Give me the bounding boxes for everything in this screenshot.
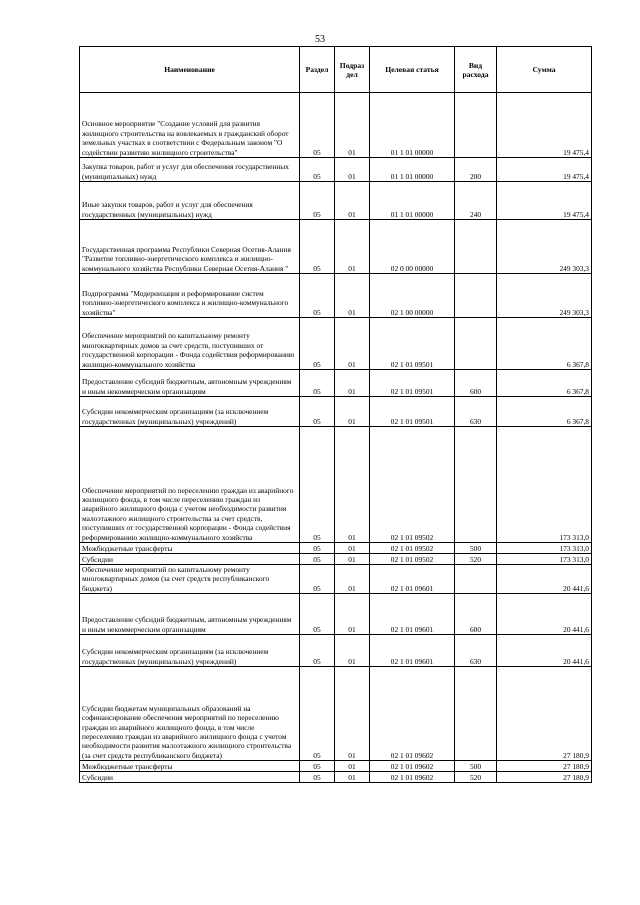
row-amount: 20 441,6: [497, 635, 592, 667]
row-target: 02 1 01 09501: [370, 397, 455, 427]
row-section: 05: [300, 772, 335, 783]
row-target: 01 1 01 00000: [370, 158, 455, 182]
row-target: 01 1 01 00000: [370, 93, 455, 158]
table-row: [80, 761, 592, 772]
header-amount: Сумма: [497, 47, 592, 93]
row-name: Субсидии некоммерческим организациям (за исключением государственных (муниципальных) учреждений): [80, 635, 300, 667]
table-row: [80, 565, 592, 594]
row-section: 05: [300, 397, 335, 427]
row-name: Субсидии бюджетам муниципальных образований на софинансирование обеспечения мероприятий по переселению граждан из аварийного жилищного фонда, в том числе переселению граждан из аварийного жилищного фонда с учетом необходимости развития малоэтажного жилищного строительства (за счет средств республиканского бюджета): [80, 667, 300, 761]
row-expense-type: 630: [455, 635, 497, 667]
row-name: Предоставление субсидий бюджетным, автономным учреждениям и иным некоммерческим организациям: [80, 594, 300, 635]
row-subsection: 01: [335, 318, 370, 370]
row-amount: 27 180,9: [497, 761, 592, 772]
row-amount: 20 441,6: [497, 594, 592, 635]
table-row: [80, 318, 592, 370]
table-row: [80, 182, 592, 220]
row-expense-type: 600: [455, 370, 497, 397]
row-subsection: 01: [335, 554, 370, 565]
row-name: Иные закупки товаров, работ и услуг для обеспечения государственных (муниципальных) нужд: [80, 182, 300, 220]
row-section: 05: [300, 274, 335, 318]
row-target: 02 1 01 09501: [370, 318, 455, 370]
row-expense-type: 600: [455, 594, 497, 635]
row-name: Субсидии: [80, 554, 300, 565]
header-target: Целевая статья: [370, 47, 455, 93]
row-subsection: 01: [335, 772, 370, 783]
row-subsection: 01: [335, 158, 370, 182]
header-section: Раздел: [300, 47, 335, 93]
row-expense-type: 520: [455, 554, 497, 565]
row-amount: 19 475,4: [497, 93, 592, 158]
row-subsection: 01: [335, 427, 370, 543]
row-expense-type: 520: [455, 772, 497, 783]
row-expense-type: [455, 318, 497, 370]
row-name: Субсидии: [80, 772, 300, 783]
table-row: [80, 427, 592, 543]
row-amount: 173 313,0: [497, 554, 592, 565]
row-subsection: 01: [335, 565, 370, 594]
budget-table: [79, 46, 592, 783]
row-amount: 249 303,3: [497, 220, 592, 274]
row-name: Обеспечение мероприятий по капитальному ремонту многоквартирных домов (за счет средств республиканского бюджета): [80, 565, 300, 594]
row-expense-type: [455, 427, 497, 543]
row-expense-type: 630: [455, 397, 497, 427]
row-section: 05: [300, 667, 335, 761]
row-target: 02 1 01 09602: [370, 667, 455, 761]
table-row: [80, 397, 592, 427]
row-name: Обеспечение мероприятий по капитальному ремонту многоквартирных домов за счет средств, поступивших от государственной корпорации - Фонда содействия реформированию жилищно-коммунального хозяйства: [80, 318, 300, 370]
header-subsection: Подраз дел: [335, 47, 370, 93]
row-name: Подпрограмма "Модернизация и реформирование систем топливно-энергетического комплекса и жилищно-коммунального хозяйства": [80, 274, 300, 318]
table-row: [80, 667, 592, 761]
table-row: [80, 274, 592, 318]
page-number: 53: [315, 34, 325, 45]
row-amount: 20 441,6: [497, 565, 592, 594]
row-section: 05: [300, 565, 335, 594]
row-subsection: 01: [335, 370, 370, 397]
row-subsection: 01: [335, 93, 370, 158]
row-section: 05: [300, 93, 335, 158]
row-section: 05: [300, 158, 335, 182]
row-expense-type: 500: [455, 543, 497, 554]
header-name: Наименование: [80, 47, 300, 93]
row-amount: 6 367,8: [497, 318, 592, 370]
row-target: 02 1 01 09502: [370, 427, 455, 543]
row-amount: 19 475,4: [497, 158, 592, 182]
table-row: [80, 93, 592, 158]
row-amount: 19 475,4: [497, 182, 592, 220]
table-header-row: [80, 47, 592, 93]
table-row: [80, 220, 592, 274]
row-amount: 249 303,3: [497, 274, 592, 318]
table-row: [80, 635, 592, 667]
row-name: Закупка товаров, работ и услуг для обеспечения государственных (муниципальных) нужд: [80, 158, 300, 182]
row-subsection: 01: [335, 667, 370, 761]
row-target: 02 1 01 09602: [370, 772, 455, 783]
row-name: Предоставление субсидий бюджетным, автономным учреждениям и иным некоммерческим организациям: [80, 370, 300, 397]
row-expense-type: [455, 667, 497, 761]
row-amount: 27 180,9: [497, 667, 592, 761]
row-expense-type: [455, 93, 497, 158]
row-target: 02 1 00 00000: [370, 274, 455, 318]
row-expense-type: 240: [455, 182, 497, 220]
row-target: 01 1 01 00000: [370, 182, 455, 220]
row-section: 05: [300, 543, 335, 554]
row-amount: 6 367,8: [497, 397, 592, 427]
row-target: 02 1 01 09601: [370, 635, 455, 667]
row-section: 05: [300, 594, 335, 635]
row-name: Обеспечение мероприятий по переселению граждан из аварийного жилищного фонда, в том числе переселению граждан из аварийного жилищного фонда с учетом необходимости развития малоэтажного жилищного строительства за счет средств, поступивших от государственной корпорации - Фонда содействия реформированию жилищно-коммунального хозяйства: [80, 427, 300, 543]
row-subsection: 01: [335, 543, 370, 554]
row-name: Межбюджетные трансферты: [80, 761, 300, 772]
row-section: 05: [300, 318, 335, 370]
row-target: 02 0 00 00000: [370, 220, 455, 274]
row-target: 02 1 01 09502: [370, 543, 455, 554]
row-section: 05: [300, 182, 335, 220]
row-amount: 6 367,8: [497, 370, 592, 397]
row-subsection: 01: [335, 761, 370, 772]
row-section: 05: [300, 635, 335, 667]
row-target: 02 1 01 09502: [370, 554, 455, 565]
row-amount: 27 180,9: [497, 772, 592, 783]
table-row: [80, 158, 592, 182]
row-section: 05: [300, 761, 335, 772]
table-row: [80, 543, 592, 554]
table-row: [80, 370, 592, 397]
table-row: [80, 554, 592, 565]
row-subsection: 01: [335, 220, 370, 274]
row-expense-type: 200: [455, 158, 497, 182]
row-target: 02 1 01 09602: [370, 761, 455, 772]
row-subsection: 01: [335, 274, 370, 318]
row-section: 05: [300, 370, 335, 397]
row-amount: 173 313,0: [497, 543, 592, 554]
header-expense-type: Вид расхода: [455, 47, 497, 93]
row-section: 05: [300, 554, 335, 565]
row-target: 02 1 01 09501: [370, 370, 455, 397]
row-target: 02 1 01 09601: [370, 565, 455, 594]
row-subsection: 01: [335, 182, 370, 220]
table-row: [80, 772, 592, 783]
row-name: Межбюджетные трансферты: [80, 543, 300, 554]
row-section: 05: [300, 220, 335, 274]
table-row: [80, 594, 592, 635]
row-expense-type: 500: [455, 761, 497, 772]
row-expense-type: [455, 565, 497, 594]
row-name: Основное мероприятие "Создание условий для развития жилищного строительства на вовлекаемых в гражданский оборот земельных участках в соответствии с Федеральным законом "О содействии развитию жилищного строительства": [80, 93, 300, 158]
row-section: 05: [300, 427, 335, 543]
row-name: Государственная программа Республики Северная Осетия-Алания "Развитие топливно-энергетического комплекса и жилищно-коммунального хозяйства Республики Северная Осетия-Алания ": [80, 220, 300, 274]
row-amount: 173 313,0: [497, 427, 592, 543]
row-target: 02 1 01 09601: [370, 594, 455, 635]
row-subsection: 01: [335, 635, 370, 667]
row-expense-type: [455, 274, 497, 318]
row-subsection: 01: [335, 397, 370, 427]
row-name: Субсидии некоммерческим организациям (за исключением государственных (муниципальных) учреждений): [80, 397, 300, 427]
row-expense-type: [455, 220, 497, 274]
row-subsection: 01: [335, 594, 370, 635]
